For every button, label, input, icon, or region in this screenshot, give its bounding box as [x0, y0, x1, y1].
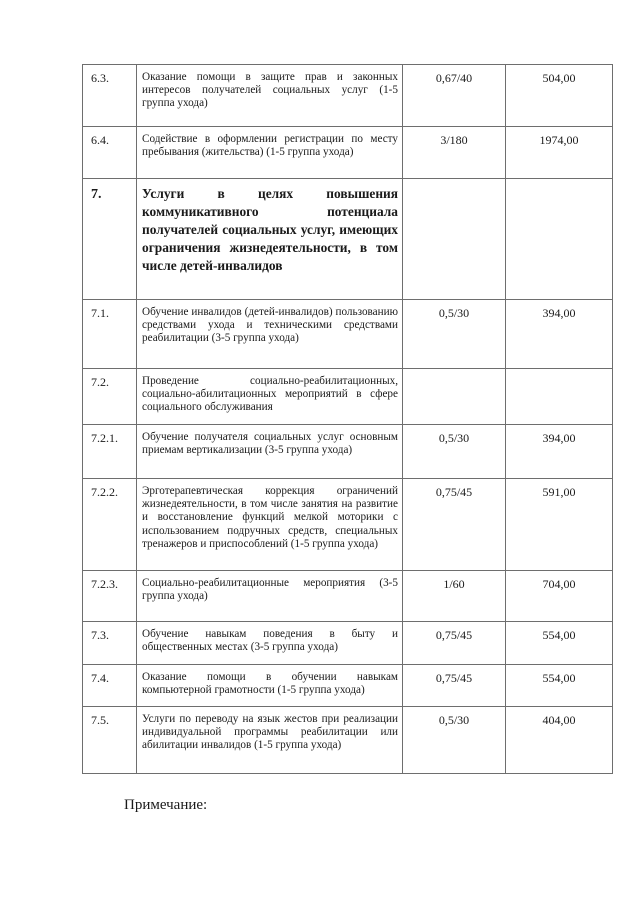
time-norm: 0,75/45 [403, 479, 506, 571]
table-row [83, 707, 613, 774]
price: 704,00 [506, 571, 613, 622]
price: 504,00 [506, 65, 613, 127]
time-norm [403, 179, 506, 300]
section-row [83, 179, 613, 300]
time-norm: 0,75/45 [403, 622, 506, 665]
table-row [83, 479, 613, 571]
time-norm: 0,5/30 [403, 425, 506, 479]
table-row [83, 425, 613, 479]
section-number: 7. [83, 179, 137, 300]
table-row [83, 300, 613, 369]
table-row [83, 665, 613, 707]
time-norm: 0,75/45 [403, 665, 506, 707]
services-table [82, 64, 613, 774]
section-title: Услуги в целях повышения коммуникативного потенциала получателей социальных услуг, имеющих ограничения жизнедеятельности, в том числе детей-инвалидов [137, 179, 403, 300]
service-name: Обучение получателя социальных услуг основным приемам вертикализации (3-5 группа ухода) [137, 425, 403, 479]
service-name: Услуги по переводу на язык жестов при реализации индивидуальной программы реабилитации или абилитации инвалидов (1-5 группа ухода) [137, 707, 403, 774]
table-row [83, 65, 613, 127]
time-norm: 3/180 [403, 127, 506, 179]
price: 1974,00 [506, 127, 613, 179]
service-name: Обучение навыкам поведения в быту и общественных местах (3-5 группа ухода) [137, 622, 403, 665]
row-number: 7.1. [83, 300, 137, 369]
price: 554,00 [506, 665, 613, 707]
table-row [83, 369, 613, 425]
row-number: 7.2.2. [83, 479, 137, 571]
time-norm: 1/60 [403, 571, 506, 622]
price: 394,00 [506, 300, 613, 369]
row-number: 7.4. [83, 665, 137, 707]
table-row [83, 127, 613, 179]
time-norm: 0,5/30 [403, 707, 506, 774]
price: 404,00 [506, 707, 613, 774]
row-number: 7.5. [83, 707, 137, 774]
time-norm: 0,67/40 [403, 65, 506, 127]
row-number: 7.2.1. [83, 425, 137, 479]
service-name: Содействие в оформлении регистрации по месту пребывания (жительства) (1-5 группа ухода) [137, 127, 403, 179]
row-number: 6.4. [83, 127, 137, 179]
row-number: 6.3. [83, 65, 137, 127]
service-name: Оказание помощи в защите прав и законных интересов получателей социальных услуг (1-5 группа ухода) [137, 65, 403, 127]
price: 554,00 [506, 622, 613, 665]
note-label: Примечание: [124, 797, 208, 813]
time-norm [403, 369, 506, 425]
price: 394,00 [506, 425, 613, 479]
row-number: 7.2. [83, 369, 137, 425]
service-name: Социально-реабилитационные мероприятия (3-5 группа ухода) [137, 571, 403, 622]
price: 591,00 [506, 479, 613, 571]
row-number: 7.3. [83, 622, 137, 665]
table-row [83, 571, 613, 622]
price [506, 179, 613, 300]
time-norm: 0,5/30 [403, 300, 506, 369]
row-number: 7.2.3. [83, 571, 137, 622]
service-name: Обучение инвалидов (детей-инвалидов) пользованию средствами ухода и техническими средствами реабилитации (3-5 группа ухода) [137, 300, 403, 369]
service-name: Эрготерапевтическая коррекция ограничений жизнедеятельности, в том числе занятия на развитие и восстановление функций мелкой моторики с использованием подручных средств, специальных тренажеров и приспособлений (1-5 группа ухода) [137, 479, 403, 571]
service-name: Проведение социально-реабилитационных, социально-абилитационных мероприятий в сфере социального обслуживания [137, 369, 403, 425]
price [506, 369, 613, 425]
service-name: Оказание помощи в обучении навыкам компьютерной грамотности (1-5 группа ухода) [137, 665, 403, 707]
table-row [83, 622, 613, 665]
